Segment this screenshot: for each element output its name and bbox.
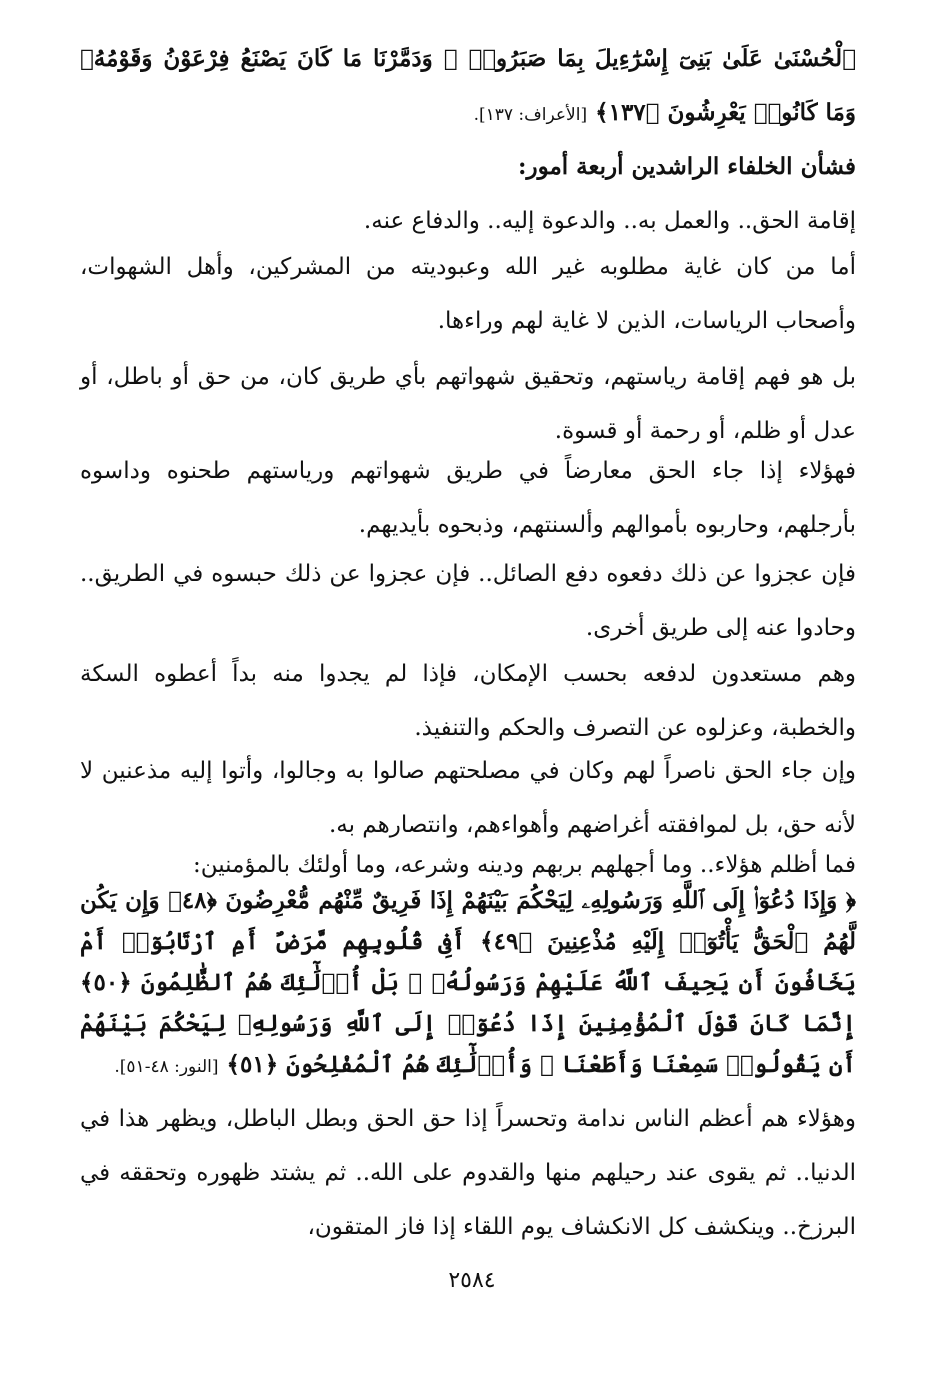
paragraph-1: إقامة الحق.. والعمل به.. والدعوة إليه.. والدفاع عنه. xyxy=(363,208,856,234)
verse-text: ٱلْحُسْنَىٰ عَلَىٰ بَنِىٓ إِسْرَٰٓءِيلَ بِمَا صَبَرُوا۟ ۖ وَدَمَّرْنَا مَا كَانَ يَصْنَعُ فِرْعَوْنُ وَقَوْمُهُۥ وَمَا كَانُوا۟ يَعْرِشُونَ ﴿١٣٧﴾ xyxy=(80,45,856,126)
paragraph-6: وهم مستعدون لدفعه بحسب الإمكان، فإذا لم يجدوا منه بداً أعطوه السكة والخطبة، وعزلوه عن التصرف والحكم والتنفيذ. xyxy=(80,661,856,741)
paragraph-3: بل هو فهم إقامة رياستهم، وتحقيق شهواتهم بأي طريق كان، من حق أو باطل، أو عدل أو ظلم، أو رحمة أو قسوة. xyxy=(80,364,856,444)
paragraph-9: وهؤلاء هم أعظم الناس ندامة وتحسراً إذا حق الحق وبطل الباطل، ويظهر هذا في الدنيا.. ثم يقوى عند رحيلهم منها والقدوم على الله.. ثم يشتد ظهوره وتحققه في البرزخ.. وينكشف كل الانكشاف يوم اللقاء إذا فاز المتقون، xyxy=(80,1106,856,1240)
paragraph-4: فهؤلاء إذا جاء الحق معارضاً في طريق شهواتهم ورياستهم طحنوه وداسوه بأرجلهم، وحاربوه بأموالهم وألسنتهم، وذبحوه بأيديهم. xyxy=(80,458,856,538)
section-heading: فشأن الخلفاء الراشدين أربعة أمور: xyxy=(517,153,856,180)
verse-reference: [الأعراف: ١٣٧]. xyxy=(473,105,588,125)
paragraph-8: فما أظلم هؤلاء.. وما أجهلهم بربهم ودينه وشرعه، وما أولئك بالمؤمنين: xyxy=(192,852,856,878)
paragraph-2: أما من كان غاية مطلوبه غير الله وعبوديته من المشركين، وأهل الشهوات، وأصحاب الرياسات، الذين لا غاية لهم وراءها. xyxy=(80,254,856,334)
page-number: ٢٥٨٤ xyxy=(448,1268,496,1293)
verse-nur-48-51 xyxy=(80,880,856,1088)
paragraph-7: وإن جاء الحق ناصراً لهم وكان في مصلحتهم صالوا به وجالوا، وأتوا إليه مذعنين لا لأنه حق، بل لموافقته أغراضهم وأهواءهم، وانتصارهم به. xyxy=(80,758,856,838)
verse-reference: [النور: ٤٨-٥١]. xyxy=(114,1057,219,1077)
verse-text: ﴿ وَإِذَا دُعُوٓا۟ إِلَى ٱللَّهِ وَرَسُولِهِۦ لِيَحْكُمَ بَيْنَهُمْ إِذَا فَرِيقٌ مِّنْهُم مُّعْرِضُونَ ﴿٤٨﴾ وَإِن يَكُن لَّهُمُ ٱلْحَقُّ يَأْتُوٓا۟ إِلَيْهِ مُذْعِنِينَ ﴿٤٩﴾ أَفِى قُلُوبِهِم مَّرَضٌ أَمِ ٱرْتَابُوٓا۟ أَمْ يَخَافُونَ أَن يَحِيفَ ٱللَّهُ عَلَيْهِمْ وَرَسُولُهُۥ ۚ بَلْ أُو۟لَٰٓئِكَ هُمُ ٱلظَّٰلِمُونَ ﴿٥٠﴾ إِنَّمَا كَانَ قَوْلَ ٱلْمُؤْمِنِينَ إِذَا دُعُوٓا۟ إِلَى ٱللَّهِ وَرَسُولِهِۦ لِيَحْكُمَ بَيْنَهُمْ أَن يَقُولُوا۟ سَمِعْنَا وَأَطَعْنَا ۚ وَأُو۟لَٰٓئِكَ هُمُ ٱلْمُفْلِحُونَ ﴿٥١﴾ xyxy=(80,887,856,1078)
paragraph-5: فإن عجزوا عن ذلك دفعوه دفع الصائل.. فإن عجزوا عن ذلك حبسوه في الطريق.. وحادوا عنه إلى طريق أخرى. xyxy=(80,561,856,641)
verse-araf-137 xyxy=(80,32,856,142)
